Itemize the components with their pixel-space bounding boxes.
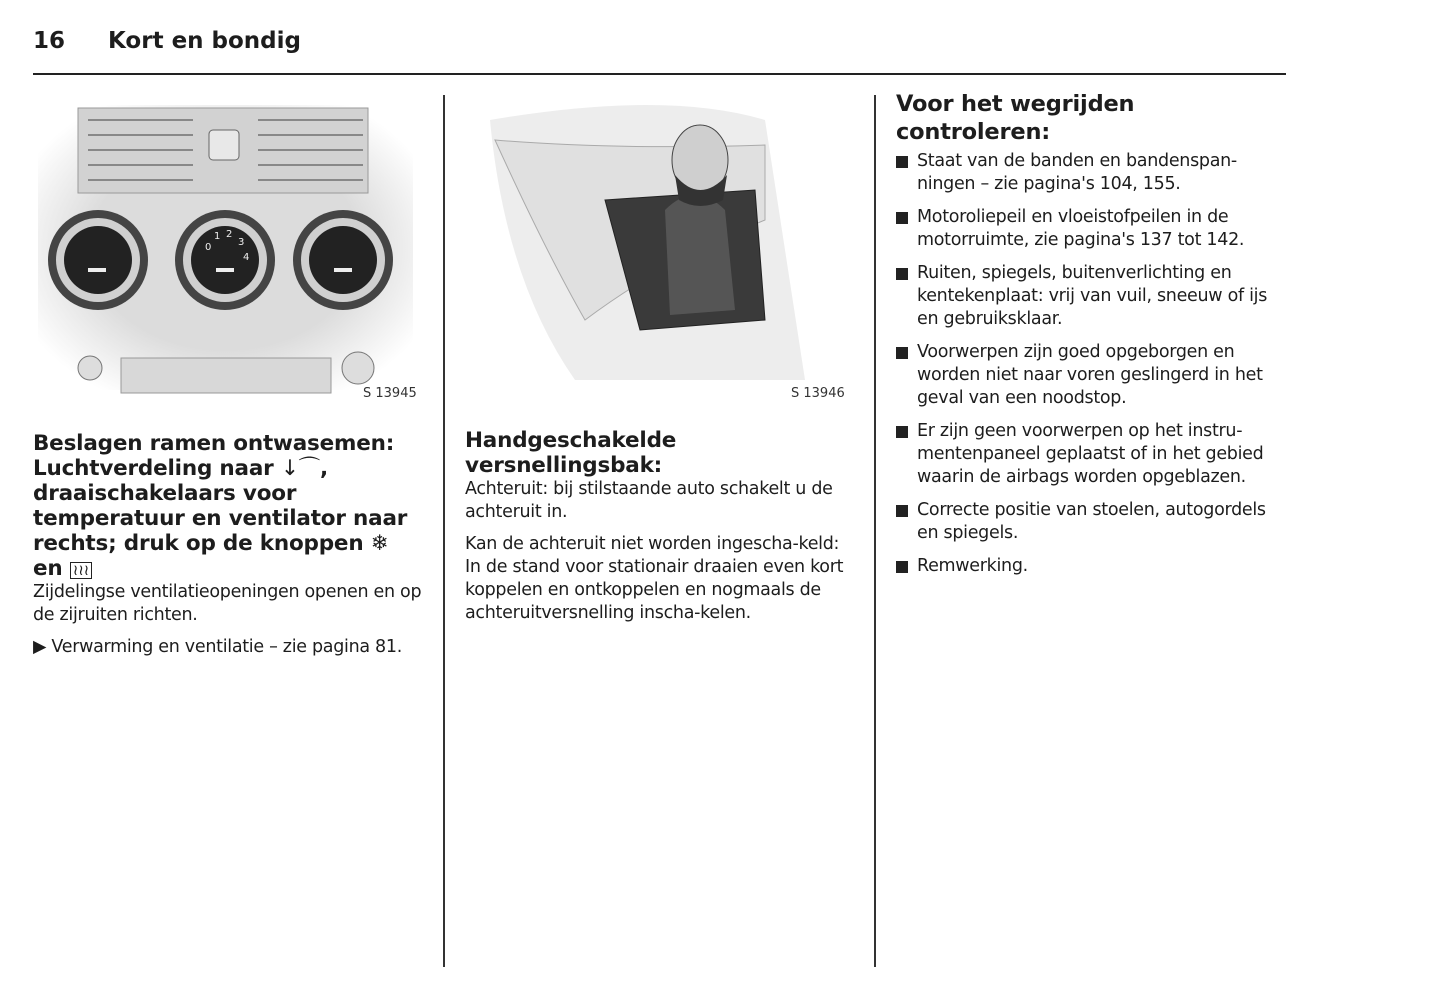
page-reference: ▶ Verwarming en ventilatie – zie pagina 81. (33, 637, 402, 657)
bullet-square-icon (896, 156, 908, 168)
body-text: Kan de achteruit niet worden ingescha-keld: In de stand voor stationair draaien even kort koppelen en ontkoppelen en nogmaals de achteruitversnelling inscha-kelen. (465, 534, 844, 623)
list-item: Motoroliepeil en vloeistofpeilen in de motorruimte, zie pagina's 137 tot 142. (896, 206, 1288, 252)
column-divider (874, 95, 876, 967)
right-column (896, 90, 1288, 588)
middle-column (465, 100, 853, 634)
rear-window-heater-icon: ≀≀≀ (70, 562, 92, 579)
list-item: Remwerking. (896, 555, 1288, 578)
bullet-square-icon (896, 561, 908, 573)
dial-number: 4 (243, 252, 250, 263)
page-title: Kort en bondig (108, 28, 301, 54)
ac-snowflake-icon: ❄ (370, 531, 389, 556)
list-item: Correcte positie van stoelen, autogordels en spiegels. (896, 499, 1288, 545)
dial-number: 2 (226, 229, 233, 240)
temperature-dial (48, 210, 148, 310)
section-heading: Handgeschakelde versnellingsbak: (465, 428, 677, 478)
dial-number: 3 (238, 237, 245, 248)
list-item: Ruiten, spiegels, buitenverlichting en kentekenplaat: vrij van vuil, sneeuw of ijs en gebruiksklaar. (896, 262, 1288, 331)
body-text: Zijdelingse ventilatieopeningen openen en op de zijruiten richten. (33, 582, 422, 625)
windshield-footwell-airflow-icon: ↓⌒ (280, 456, 320, 481)
list-item: Staat van de banden en bandenspan-ningen – zie pagina's 104, 155. (896, 150, 1288, 196)
header-rule (33, 73, 1286, 75)
figure-caption: S 13945 (363, 386, 417, 401)
bullet-square-icon (896, 268, 908, 280)
page-number: 16 (33, 28, 66, 54)
list-item: Er zijn geen voorwerpen op het instru-mentenpaneel geplaatst of in het gebied waarin de airbags worden opgeblazen. (896, 420, 1288, 489)
checklist (896, 150, 1288, 578)
figure-caption: S 13946 (791, 386, 845, 401)
dial-number: 1 (214, 231, 221, 242)
left-column (33, 100, 423, 668)
body-text: Achteruit: bij stilstaande auto schakelt u de achteruit in. (465, 479, 833, 522)
section-heading: Voor het wegrijden controleren: (896, 91, 1135, 145)
list-item: Voorwerpen zijn goed opgeborgen en worden niet naar voren geslingerd in het geval van een noodstop. (896, 341, 1288, 410)
section-heading: Beslagen ramen ontwasemen: Luchtverdeling naar ↓⌒, draaischakelaars voor temperatuur en ventilator naar rechts; druk op de knoppen ❄ en ≀≀≀ (33, 431, 408, 581)
gear-shift-illustration (465, 100, 845, 390)
climate-control-illustration (33, 100, 418, 395)
bullet-square-icon (896, 505, 908, 517)
bullet-square-icon (896, 426, 908, 438)
arrow-right-icon: ▶ (33, 637, 52, 657)
bullet-square-icon (896, 347, 908, 359)
column-divider (443, 95, 445, 967)
fan-speed-dial (175, 210, 275, 310)
dial-number: 0 (205, 242, 212, 253)
air-distribution-dial (293, 210, 393, 310)
bullet-square-icon (896, 212, 908, 224)
